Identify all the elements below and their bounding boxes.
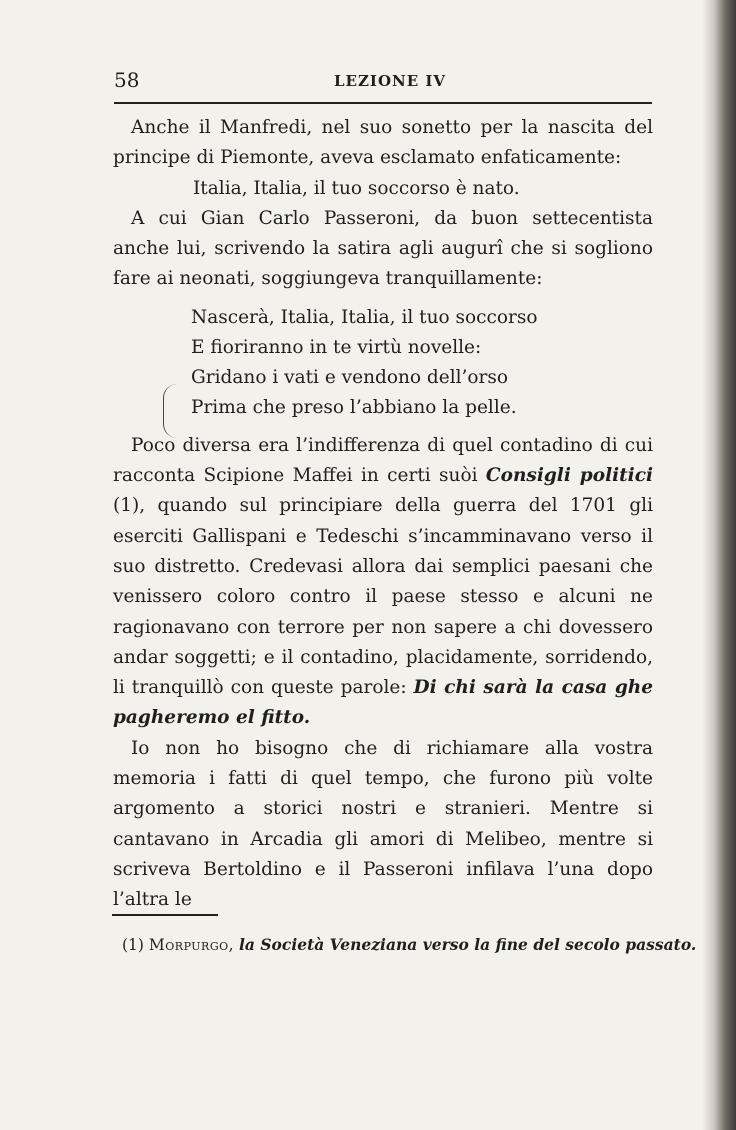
paragraph-2: A cui Gian Carlo Passeroni, da buon settecentista anche lui, scrivendo la satira agli augurî che si sogliono fare ai neonati, soggiungeva tranquillamente: bbox=[113, 207, 653, 290]
footnote bbox=[122, 934, 697, 956]
handwritten-bracket-mark bbox=[163, 384, 178, 438]
header-rule bbox=[114, 102, 652, 104]
quote-line: Italia, Italia, il tuo soccorso è nato. bbox=[193, 177, 520, 199]
footnote-author: Morpurgo, bbox=[148, 936, 235, 954]
paragraph-4: Io non ho bisogno che di richiamare alla vostra memoria i fatti di quel tempo, che furono più volte argomento a storici nostri e stranieri. Mentre si cantavano in Arcadia gli amori di Melibeo, mentre si scriveva Bertoldino e il Passeroni infilava l’una dopo l’altra le bbox=[113, 737, 653, 911]
verse-line-1: Nascerà, Italia, Italia, il tuo soccorso bbox=[191, 306, 538, 328]
page-number: 58 bbox=[114, 68, 140, 92]
verse-line-3: Gridano i vati e vendono dell’orso bbox=[191, 366, 509, 388]
work-title: Consigli politici bbox=[485, 465, 653, 487]
footnote-rule bbox=[112, 914, 218, 916]
body-text bbox=[113, 113, 653, 916]
paragraph-3 bbox=[113, 431, 653, 734]
footnote-title: la Società Veneziana verso la fine del secolo passato. bbox=[239, 935, 697, 954]
verse-stanza bbox=[113, 303, 653, 423]
page-header bbox=[114, 66, 650, 98]
footnote-marker: (1) bbox=[122, 936, 144, 954]
verse-line-2: E fioriranno in te virtù novelle: bbox=[191, 336, 482, 358]
verse-line-4: Prima che preso l’abbiano la pelle. bbox=[191, 396, 517, 418]
paragraph-3-text-b: (1), quando sul principiare della guerra del 1701 gli eserciti Gallispani e Tedeschi s’incamminavano verso il suo distretto. Credevasi allora dai semplici paesani che venissero coloro contro il paese stesso e alcuni ne ragionavano con terrore per non sapere a chi dovessero andar soggetti; e il contadino, placidamente, sorridendo, li tranquillò con queste parole: bbox=[113, 495, 653, 699]
dialect-quote: Di chi sarà la casa ghe pagheremo el fitto. bbox=[113, 677, 653, 729]
running-head: LEZIONE IV bbox=[334, 72, 447, 90]
paragraph-1: Anche il Manfredi, nel suo sonetto per la nascita del principe di Piemonte, aveva esclamato enfaticamente: bbox=[113, 117, 653, 169]
paragraph-3-text-a: Poco diversa era l’indifferenza di quel contadino di cui racconta Scipione Maffei in certi suòi bbox=[113, 434, 653, 487]
binding-edge bbox=[702, 0, 736, 1130]
